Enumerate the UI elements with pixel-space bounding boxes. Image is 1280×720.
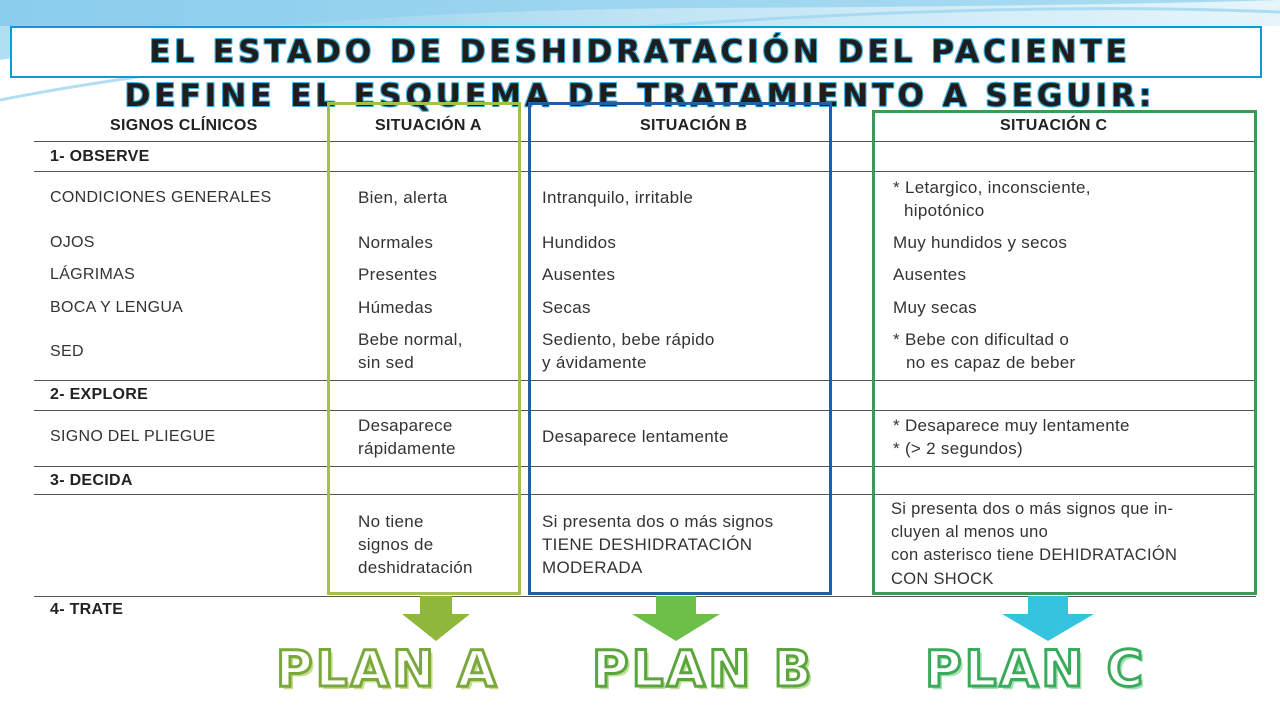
header-signs: SIGNOS CLÍNICOS — [110, 117, 258, 134]
row-label-general: CONDICIONES GENERALES — [50, 189, 272, 206]
cell-fold-b: Desaparece lentamente — [542, 427, 729, 446]
section-explore: 2- EXPLORE — [50, 386, 149, 403]
cell-decision-c-3: con asterisco tiene DEHIDRATACIÓN — [891, 546, 1178, 564]
cell-fold-c-2: * (> 2 segundos) — [893, 439, 1024, 458]
cell-thirst-a-1: Bebe normal, — [358, 330, 463, 349]
cell-thirst-b-2: y ávidamente — [542, 353, 647, 372]
section-observe: 1- OBSERVE — [50, 148, 150, 165]
header-situation-a: SITUACIÓN A — [375, 117, 482, 134]
cell-general-c-1: * Letargico, inconsciente, — [893, 178, 1091, 197]
plan-a-label: PLAN A — [276, 640, 500, 698]
cell-thirst-b-1: Sediento, bebe rápido — [542, 330, 715, 349]
cell-fold-a-1: Desaparece — [358, 416, 453, 435]
arrow-down-b-icon — [630, 596, 722, 642]
arrow-down-c-icon — [1000, 596, 1096, 642]
row-label-thirst: SED — [50, 343, 84, 360]
row-label-fold: SIGNO DEL PLIEGUE — [50, 428, 216, 445]
cell-decision-a-2: signos de — [358, 535, 434, 554]
row-label-eyes: OJOS — [50, 234, 95, 251]
cell-fold-c-1: * Desaparece muy lentamente — [893, 416, 1130, 435]
cell-thirst-c-2: no es capaz de beber — [906, 353, 1076, 372]
cell-thirst-c-1: * Bebe con dificultad o — [893, 330, 1070, 349]
cell-eyes-c: Muy hundidos y secos — [893, 233, 1068, 252]
cell-mouth-a: Húmedas — [358, 298, 433, 317]
section-decide: 3- DECIDA — [50, 472, 133, 489]
cell-decision-b-3: MODERADA — [542, 558, 643, 577]
cell-mouth-b: Secas — [542, 298, 591, 317]
cell-decision-c-1: Si presenta dos o más signos que in- — [891, 500, 1174, 518]
cell-general-c-2: hipotónico — [904, 201, 985, 220]
cell-tears-b: Ausentes — [542, 265, 616, 284]
row-label-tears: LÁGRIMAS — [50, 266, 136, 283]
arrow-down-a-icon — [400, 596, 472, 642]
page-title-line-1: EL ESTADO DE DESHIDRATACIÓN DEL PACIENTE — [149, 34, 1131, 70]
cell-tears-c: Ausentes — [893, 265, 967, 284]
cell-general-a: Bien, alerta — [358, 188, 448, 207]
cell-mouth-c: Muy secas — [893, 298, 977, 317]
cell-eyes-a: Normales — [358, 233, 434, 252]
cell-decision-a-3: deshidratación — [358, 558, 473, 577]
cell-thirst-a-2: sin sed — [358, 353, 414, 372]
cell-fold-a-2: rápidamente — [358, 439, 456, 458]
header-situation-b: SITUACIÓN B — [640, 117, 748, 134]
section-treat: 4- TRATE — [50, 601, 124, 618]
cell-decision-c-4: CON SHOCK — [891, 570, 994, 588]
page-title-line-2: DEFINE EL ESQUEMA DE TRATAMIENTO A SEGUIR: — [124, 78, 1156, 114]
cell-eyes-b: Hundidos — [542, 233, 617, 252]
cell-decision-b-1: Si presenta dos o más signos — [542, 512, 774, 531]
row-label-mouth: BOCA Y LENGUA — [50, 299, 184, 316]
plan-b-label: PLAN B — [592, 640, 815, 698]
cell-decision-c-2: cluyen al menos uno — [891, 523, 1049, 541]
cell-decision-a-1: No tiene — [358, 512, 424, 531]
cell-tears-a: Presentes — [358, 265, 438, 284]
plan-c-label: PLAN C — [925, 640, 1147, 698]
cell-decision-b-2: TIENE DESHIDRATACIÓN — [542, 535, 753, 554]
header-situation-c: SITUACIÓN C — [1000, 117, 1108, 134]
cell-general-b: Intranquilo, irritable — [542, 188, 694, 207]
